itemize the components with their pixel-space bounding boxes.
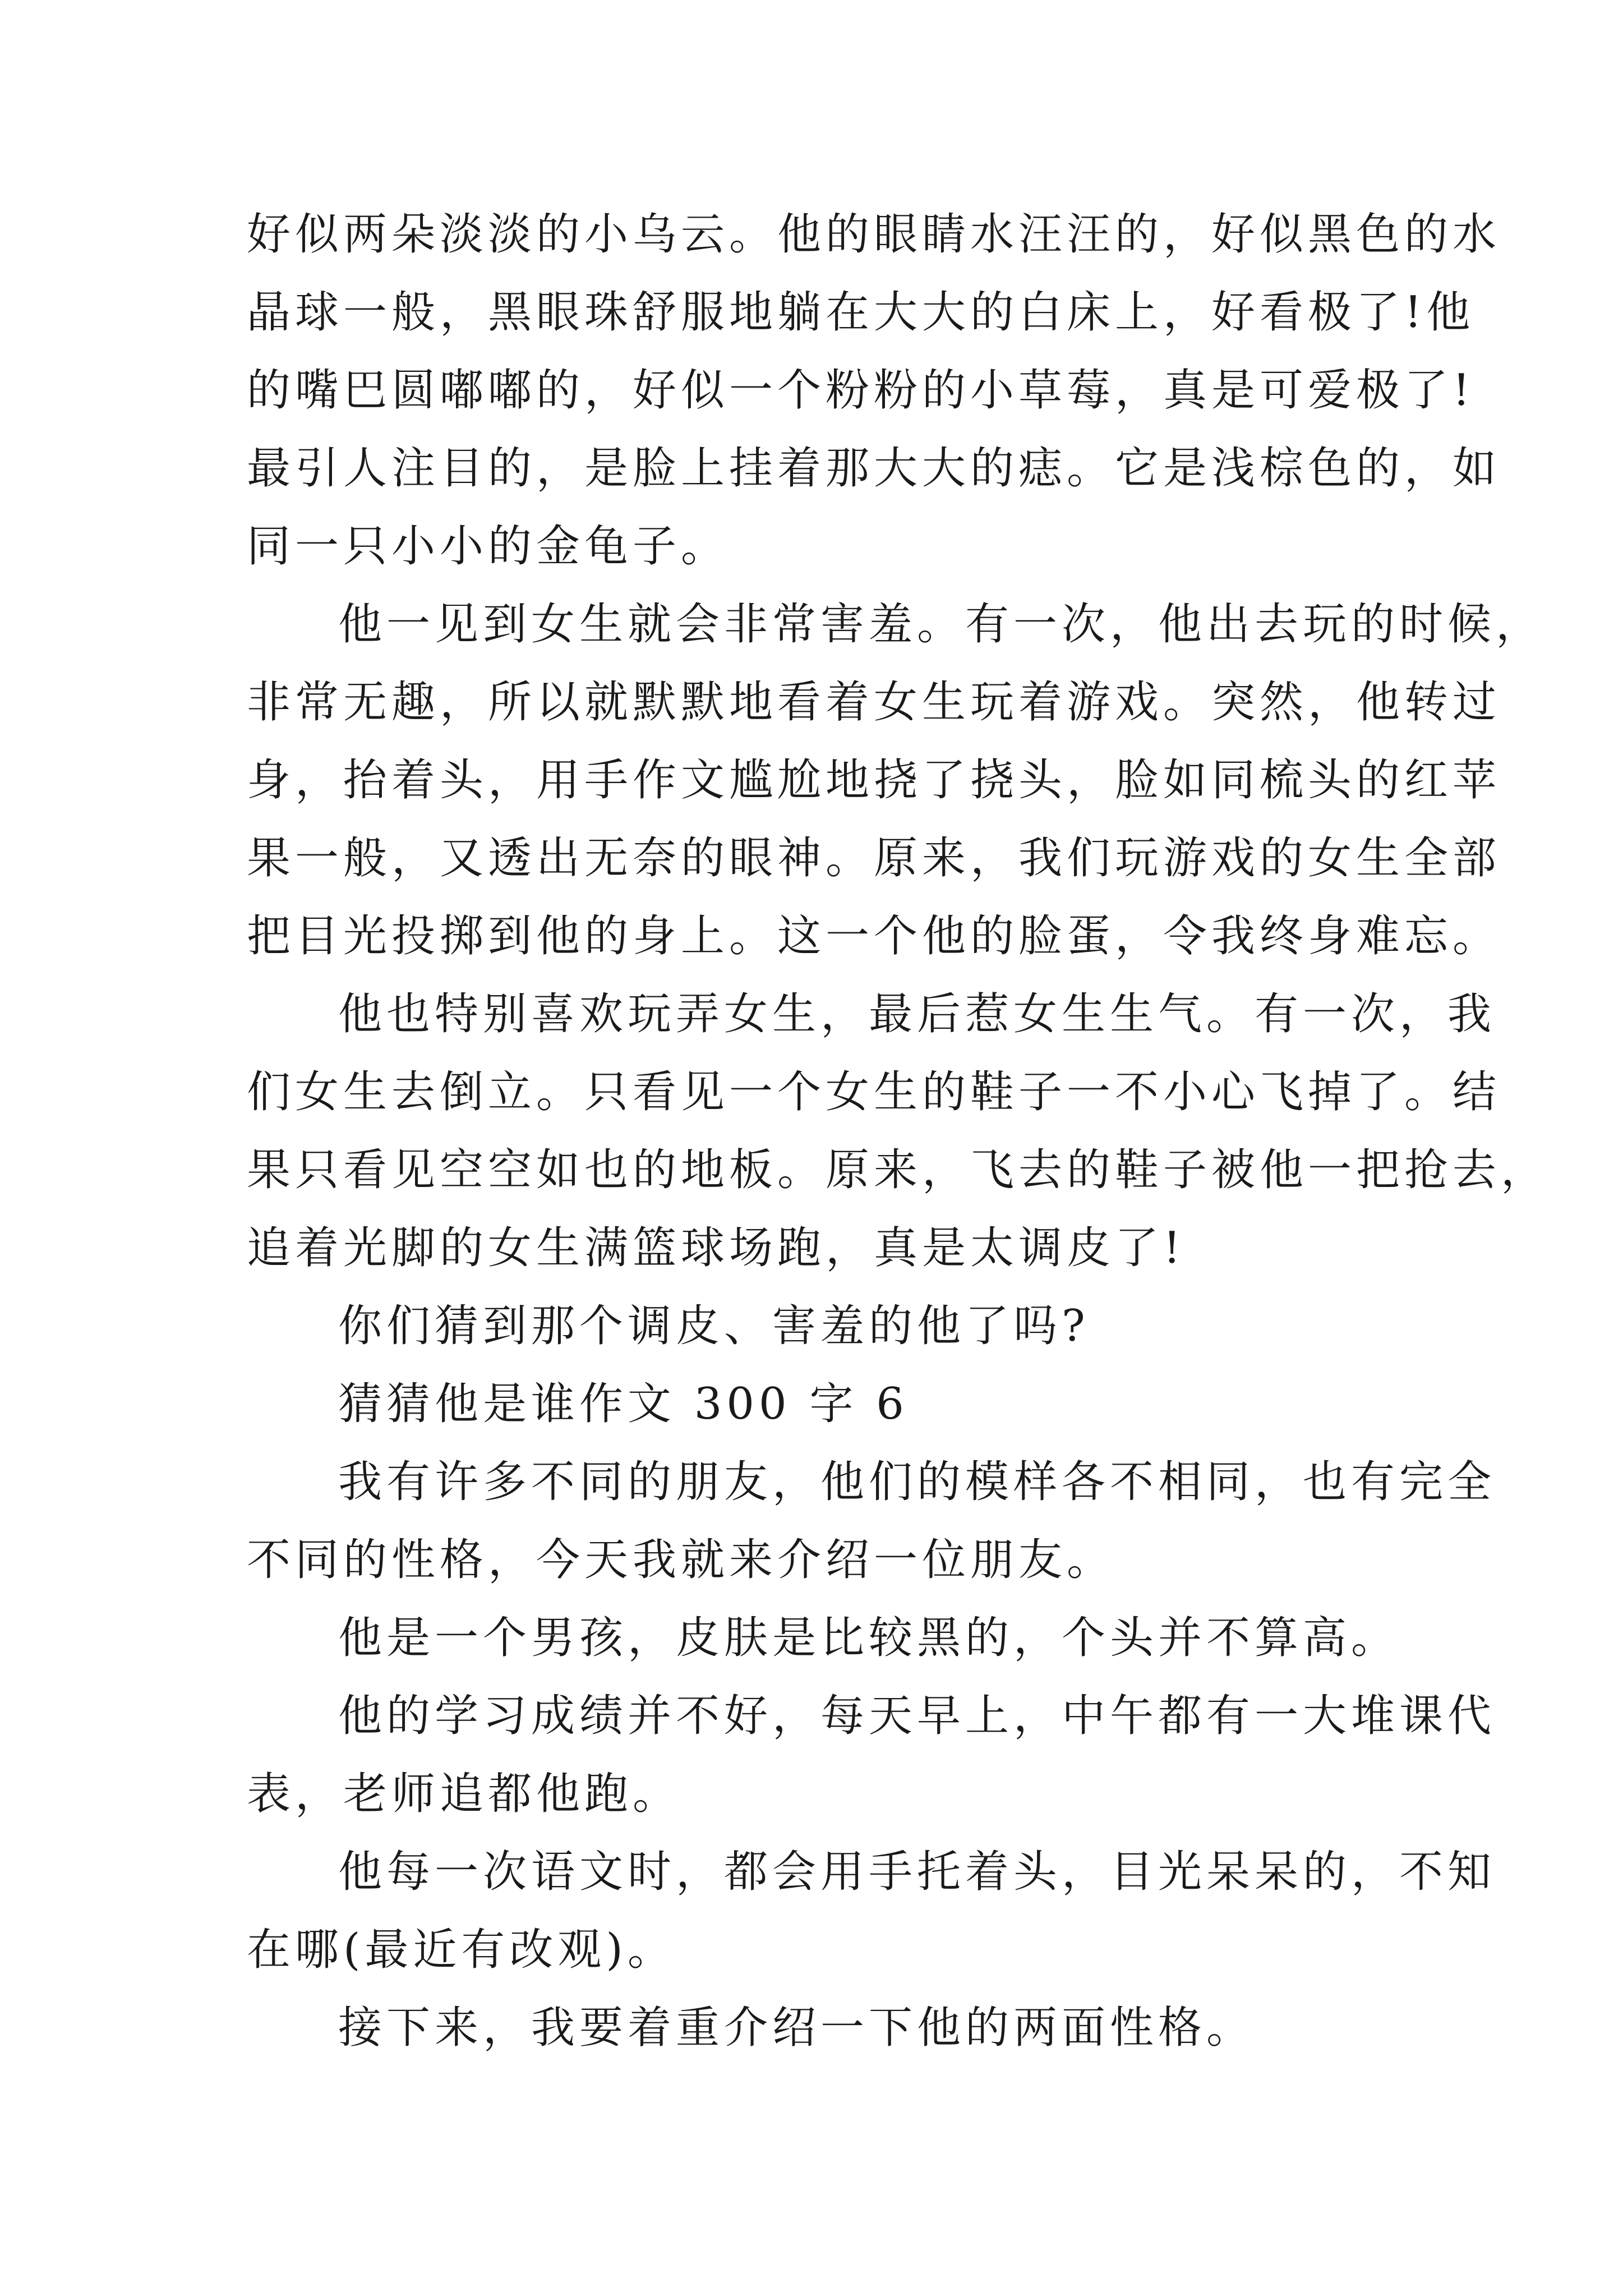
text-line: 果一般，又透出无奈的眼神。原来，我们玩游戏的女生全部	[247, 833, 1501, 884]
text-line: 你们猜到那个调皮、害羞的他了吗?	[338, 1301, 1090, 1351]
text-line: 非常无趣，所以就默默地看着女生玩着游戏。突然，他转过	[247, 677, 1501, 728]
text-line: 不同的性格，今天我就来介绍一位朋友。	[247, 1535, 1115, 1585]
text-line: 他也特别喜欢玩弄女生，最后惹女生生气。有一次，我	[338, 989, 1496, 1039]
text-line: 我有许多不同的朋友，他们的模样各不相同，也有完全	[338, 1457, 1496, 1507]
text-line: 把目光投掷到他的身上。这一个他的脸蛋，令我终身难忘。	[247, 911, 1501, 961]
text-line: 的嘴巴圆嘟嘟的，好似一个粉粉的小草莓，真是可爱极了!	[247, 365, 1475, 416]
text-line: 果只看见空空如也的地板。原来，飞去的鞋子被他一把抢去，	[247, 1145, 1550, 1195]
text-line: 最引人注目的，是脸上挂着那大大的痣。它是浅棕色的，如	[247, 443, 1501, 494]
text-line: 们女生去倒立。只看见一个女生的鞋子一不小心飞掉了。结	[247, 1067, 1501, 1117]
text-line: 晶球一般，黑眼珠舒服地躺在大大的白床上，好看极了!他	[247, 287, 1475, 338]
text-line: 他是一个男孩，皮肤是比较黑的，个头并不算高。	[338, 1613, 1400, 1663]
text-line: 他的学习成绩并不好，每天早上，中午都有一大堆课代	[338, 1691, 1496, 1741]
text-line: 他每一次语文时，都会用手托着头，目光呆呆的，不知	[338, 1847, 1496, 1897]
text-line: 猜猜他是谁作文 300 字 6	[338, 1379, 909, 1429]
text-line: 追着光脚的女生满篮球场跑，真是太调皮了!	[247, 1223, 1186, 1273]
text-line: 在哪(最近有改观)。	[247, 1925, 676, 1975]
text-line: 好似两朵淡淡的小乌云。他的眼睛水汪汪的，好似黑色的水	[247, 209, 1501, 260]
text-line: 表，老师追都他跑。	[247, 1769, 681, 1819]
text-line: 身，抬着头，用手作文尴尬地挠了挠头，脸如同梳头的红苹	[247, 755, 1501, 806]
text-line: 他一见到女生就会非常害羞。有一次，他出去玩的时候，	[338, 599, 1544, 650]
text-line: 接下来，我要着重介绍一下他的两面性格。	[338, 2003, 1255, 2053]
text-line: 同一只小小的金龟子。	[247, 521, 730, 572]
